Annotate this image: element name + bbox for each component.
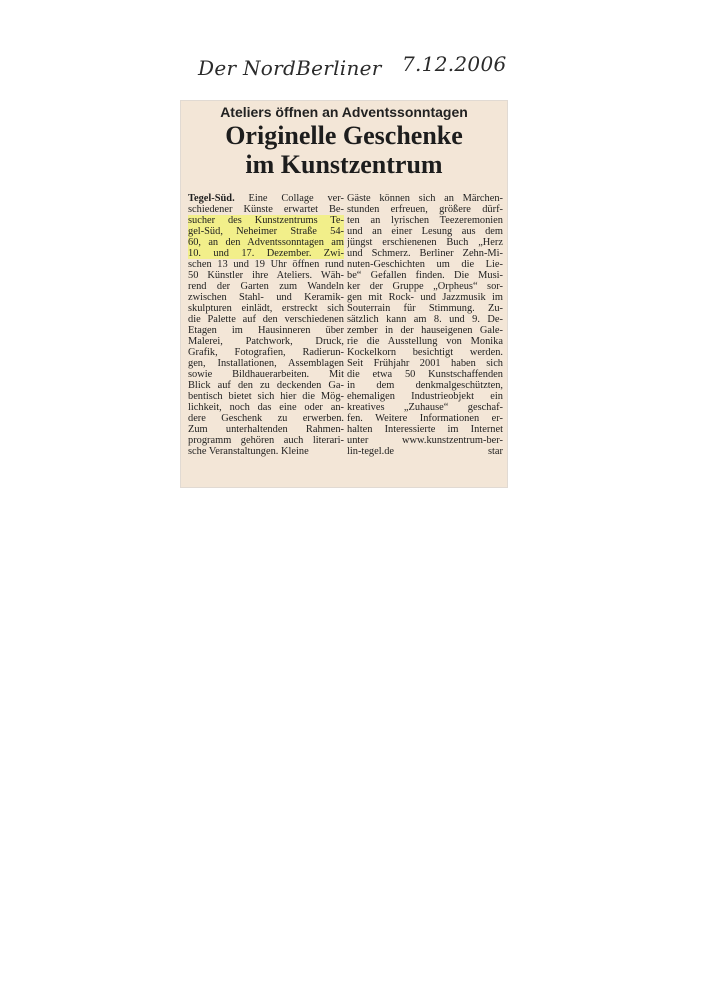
right-column-line: jüngst erschienenen Buch „Herz [347, 237, 503, 248]
newspaper-clipping [181, 101, 507, 487]
author-signature: star [487, 446, 503, 457]
left-column-line [188, 281, 344, 292]
right-column-line: stunden erfreuen, größere dürf- [347, 204, 503, 215]
line-text: skulpturen einlädt, erstreckt sich [188, 303, 344, 314]
line-text: gen, Installationen, Assemblagen [188, 358, 344, 369]
line-text: schiedener Künste erwartet Be- [188, 204, 344, 215]
left-column-line [188, 270, 344, 281]
right-column-line: die etwa 50 Kunstschaffenden [347, 369, 503, 380]
right-column-line: unter www.kunstzentrum-ber- [347, 435, 503, 446]
line-text: dere Geschenk zu erwerben. [188, 413, 344, 424]
right-column-line: Kockelkorn besichtigt werden. [347, 347, 503, 358]
left-column-line [188, 380, 344, 391]
line-text: sche Veranstaltungen. Kleine [188, 446, 309, 457]
closing-line [347, 446, 503, 457]
left-column-line [188, 358, 344, 369]
left-column-line [188, 248, 344, 259]
line-text: programm gehören auch literari- [188, 435, 344, 446]
left-column-line [188, 424, 344, 435]
line-text: schen 13 und 19 Uhr öffnen rund [188, 259, 344, 270]
right-column-line: sätzlich kann am 8. und 9. De- [347, 314, 503, 325]
article-column-right [347, 193, 503, 457]
line-text: Malerei, Patchwork, Druck, [188, 336, 344, 347]
left-column-line [188, 446, 344, 457]
left-column-line [188, 237, 344, 248]
left-column-line [188, 259, 344, 270]
website-url-end: lin-tegel.de [347, 446, 395, 457]
line-text: Blick auf den zu deckenden Ga- [188, 380, 344, 391]
line-text: Zum unterhaltenden Rahmen- [188, 424, 344, 435]
line-text: die Palette auf den verschiedenen [188, 314, 344, 325]
headline-line-2: im Kunstzentrum [245, 150, 443, 179]
article-column-left [188, 193, 344, 457]
right-column-line: be“ Gefallen finden. Die Musi- [347, 270, 503, 281]
article-headline [181, 121, 507, 179]
line-text: 50 Künstler ihre Ateliers. Wäh- [188, 270, 344, 281]
left-column-line [188, 215, 344, 226]
line-text: rend der Garten zum Wandeln [188, 281, 344, 292]
left-column-line [188, 336, 344, 347]
left-column-line [188, 314, 344, 325]
left-column-line [188, 369, 344, 380]
handwritten-source-note [198, 50, 507, 84]
right-column-line: rie die Ausstellung von Monika [347, 336, 503, 347]
left-column-line [188, 193, 344, 204]
right-column-line: Souterrain für Stimmung. Zu- [347, 303, 503, 314]
right-column-line: nuten-Geschichten um die Lie- [347, 259, 503, 270]
right-column-line: ker der Gruppe „Orpheus“ sor- [347, 281, 503, 292]
right-column-line: in dem denkmalgeschützten, [347, 380, 503, 391]
highlighted-text: 60, an den Adventssonntagen am [188, 237, 344, 248]
line-text: bentisch bietet sich hier die Mög- [188, 391, 344, 402]
right-column-line: gen mit Rock- und Jazzmusik im [347, 292, 503, 303]
line-text: lichkeit, noch das eine oder an- [188, 402, 344, 413]
article-dateline: Tegel-Süd. [188, 193, 235, 204]
left-column-line [188, 402, 344, 413]
handwritten-date: 7.12.2006 [402, 52, 507, 76]
right-column-line: und an einer Lesung aus dem [347, 226, 503, 237]
highlighted-text: 10. und 17. Dezember. Zwi- [188, 248, 344, 259]
left-column-line [188, 435, 344, 446]
left-column-line [188, 347, 344, 358]
right-column-line: und Schmerz. Berliner Zehn-Mi- [347, 248, 503, 259]
right-column-line: ten an lyrischen Teezeremonien [347, 215, 503, 226]
right-column-line: Gäste können sich an Märchen- [347, 193, 503, 204]
left-column-line [188, 391, 344, 402]
left-column-line [188, 292, 344, 303]
handwritten-publication: Der NordBerliner [198, 56, 382, 80]
right-column-line: halten Interessierte im Internet [347, 424, 503, 435]
line-text: Eine Collage ver- [234, 193, 344, 204]
line-text: sowie Bildhauerarbeiten. Mit [188, 369, 344, 380]
right-column-line: Seit Frühjahr 2001 haben sich [347, 358, 503, 369]
right-column-line: fen. Weitere Informationen er- [347, 413, 503, 424]
highlighted-text: gel-Süd, Neheimer Straße 54- [188, 226, 344, 237]
headline-line-1: Originelle Geschenke [225, 121, 463, 150]
left-column-line [188, 226, 344, 237]
highlighted-text: sucher des Kunstzentrums Te- [188, 215, 344, 226]
left-column-line [188, 303, 344, 314]
right-column-line: ehemaligen Industrieobjekt ein [347, 391, 503, 402]
right-column-line: zember in der hauseigenen Gale- [347, 325, 503, 336]
right-column-line: kreatives „Zuhause“ geschaf- [347, 402, 503, 413]
line-text: Grafik, Fotografien, Radierun- [188, 347, 344, 358]
left-column-line [188, 204, 344, 215]
left-column-line [188, 325, 344, 336]
line-text: Etagen im Hausinneren über [188, 325, 344, 336]
left-column-line [188, 413, 344, 424]
article-kicker: Ateliers öffnen an Adventssonntagen [220, 104, 468, 120]
line-text: zwischen Stahl- und Keramik- [188, 292, 344, 303]
